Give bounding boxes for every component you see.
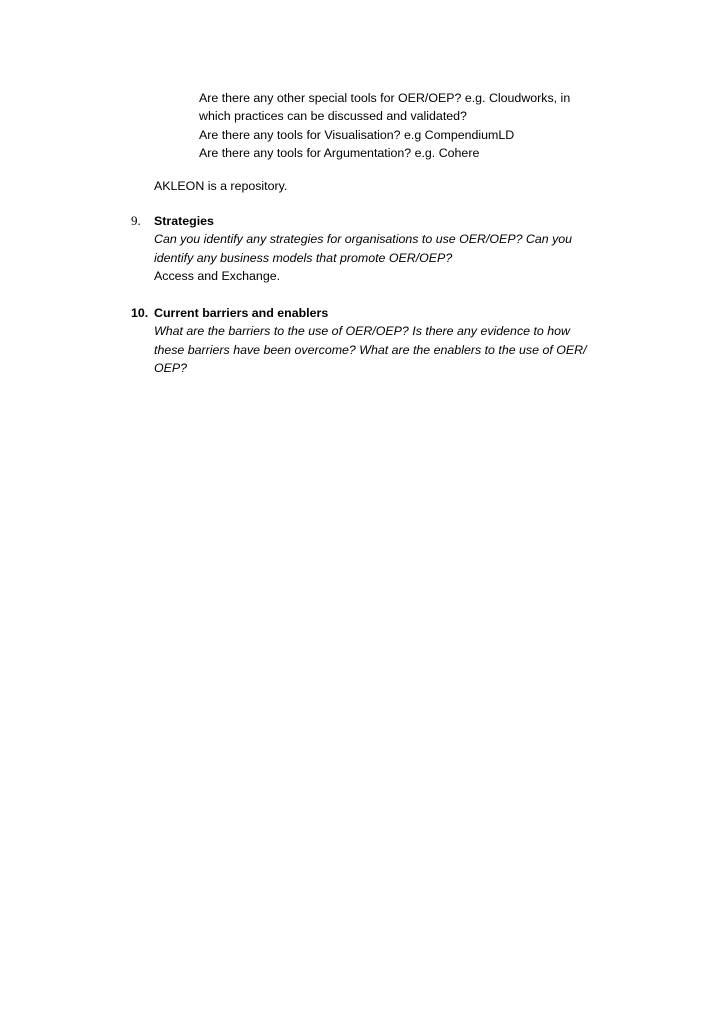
question-line: identify any business models that promote OER/OEP? [154, 250, 453, 265]
tools-subquestions [199, 89, 639, 162]
subquestion-line: Are there any tools for Argumentation? e.g. Cohere [199, 145, 480, 160]
question-line: What are the barriers to the use of OER/OEP? Is there any evidence to how [154, 324, 570, 339]
answer-paragraph [154, 177, 624, 195]
subquestion-line: which practices can be discussed and validated? [199, 109, 467, 124]
section-number: 9. [131, 213, 141, 228]
section-heading: Strategies [154, 214, 214, 228]
section-number: 10. [131, 306, 149, 320]
section-heading: Current barriers and enablers [154, 306, 329, 320]
section-barriers-enablers [154, 304, 624, 377]
subquestion-line: Are there any other special tools for OER/OEP? e.g. Cloudworks, in [199, 91, 571, 105]
answer-text: AKLEON is a repository. [154, 179, 288, 193]
question-line: OEP? [154, 360, 188, 375]
section-strategies [154, 212, 624, 285]
question-line: Can you identify any strategies for organisations to use OER/OEP? Can you [154, 232, 573, 247]
question-line: these barriers have been overcome? What are the enablers to the use of OER/ [154, 342, 587, 357]
answer-text: Access and Exchange. [154, 268, 281, 283]
subquestion-line: Are there any tools for Visualisation? e.g CompendiumLD [199, 127, 515, 142]
